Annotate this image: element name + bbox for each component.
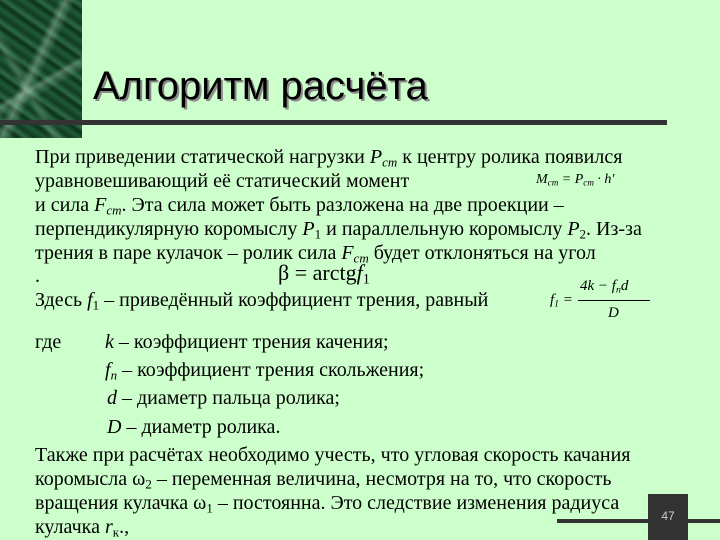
text-line-8: Также при расчётах необходимо учесть, что угловая скорость качания xyxy=(35,444,631,466)
slide-title: Алгоритм расчёта xyxy=(93,64,428,108)
text-line-9: коромысла $\omega_2$ – переменная величина, несмотря на то, что скорость xyxy=(35,468,612,492)
definition-fn: $f_n$ – коэффициент трения скольжения; xyxy=(105,359,425,383)
text-line-6: . xyxy=(35,265,40,287)
definition-k: k – коэффициент трения качения; xyxy=(105,331,389,353)
marble-decoration xyxy=(0,0,82,138)
fraction-bar xyxy=(578,300,650,301)
definition-d: d – диаметр пальца ролика; xyxy=(107,387,340,409)
footer-divider xyxy=(557,519,720,523)
where-label: где xyxy=(35,331,62,353)
text-line-3: и сила $F_{ст}$. Эта сила может быть разложена на две проекции – xyxy=(35,194,564,218)
formula-static-moment: $M_{ст} = P_{ст} \cdot h'$ xyxy=(536,172,615,188)
text-line-7: Здесь $f_1$ – приведённый коэффициент трения, равный xyxy=(35,289,489,313)
text-line-2: уравновешивающий её статический момент xyxy=(35,170,410,192)
formula-friction-coefficient xyxy=(550,278,660,328)
text-line-1: При приведении статической нагрузки $P_{ст}$ к центру ролика появился xyxy=(35,146,623,170)
formula-beta: β = arctgf$_1$ xyxy=(278,260,370,288)
definition-D: D – диаметр ролика. xyxy=(107,416,281,438)
text-line-4: перпендикулярную коромыслу $P_1$ и параллельную коромыслу $P_2$. Из-за xyxy=(35,218,642,242)
text-line-11: кулачка $r_к$., xyxy=(35,516,130,540)
title-divider xyxy=(0,120,667,125)
fraction-numerator: $4k - f_nd$ xyxy=(580,278,629,296)
text-line-5: трения в паре кулачок – ролик сила $F_{ст}$ будет отклоняться на угол xyxy=(35,242,596,266)
fraction-denominator: D xyxy=(608,305,619,321)
page-number: 47 xyxy=(648,494,688,540)
text-line-10: вращения кулачка $\omega_1$ – постоянна. Это следствие изменения радиуса xyxy=(35,492,620,516)
fraction-lhs: $f_1$ = xyxy=(550,292,573,310)
